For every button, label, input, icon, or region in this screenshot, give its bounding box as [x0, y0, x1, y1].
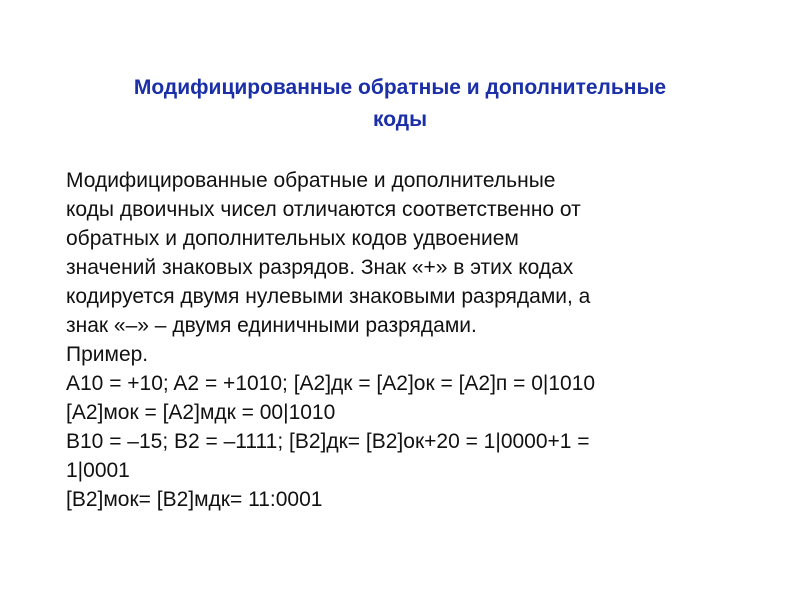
example-line-a-modified: [A2]мок = [A2]мдк = 00|1010: [66, 401, 336, 424]
body-line-1: Модифицированные обратные и дополнительные: [66, 169, 556, 192]
slide-body: [66, 166, 766, 514]
body-line-6: знак «–» – двумя единичными разрядами.: [66, 314, 477, 337]
slide-title-line-2: коды: [372, 108, 428, 131]
example-line-b-continued: 1|0001: [66, 459, 130, 482]
slide-title: [40, 72, 760, 136]
body-line-5: кодируется двумя нулевыми знаковыми разрядами, а: [66, 285, 591, 308]
example-heading: Пример.: [66, 343, 149, 366]
slide-title-line-1: Модифицированные обратные и дополнительные: [133, 76, 667, 99]
example-line-a: A10 = +10; A2 = +1010; [A2]дк = [A2]ок = [A2]п = 0|1010: [66, 372, 596, 395]
body-line-3: обратных и дополнительных кодов удвоением: [66, 227, 519, 250]
body-line-2: коды двоичных чисел отличаются соответственно от: [66, 198, 581, 221]
body-line-4: значений знаковых разрядов. Знак «+» в этих кодах: [66, 256, 574, 279]
example-line-b: B10 = –15; B2 = –1111; [B2]дк= [B2]ок+20 = 1|0000+1 =: [66, 430, 590, 453]
example-line-b-modified: [B2]мок= [B2]мдк= 11:0001: [66, 488, 323, 511]
